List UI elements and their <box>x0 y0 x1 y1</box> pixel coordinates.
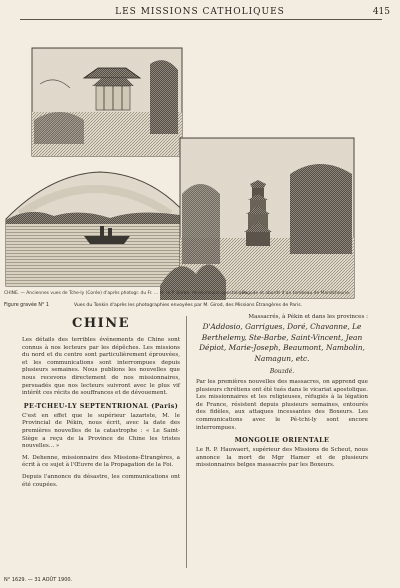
engraving-river <box>6 172 186 286</box>
engraving-pagoda <box>160 138 354 300</box>
issue-footer: N° 1629. — 31 AOÛT 1900. <box>4 577 73 583</box>
engraving-pavilion <box>32 48 182 156</box>
right-intro: Massacrés, à Pékin et dans les provinces : <box>248 314 368 320</box>
column-divider <box>186 316 187 568</box>
martyr-names: D'Addosio, Garrigues, Doré, Chavanne, Le Berthelemy, Ste-Barbe, Saint-Vincent, Jean Dépiot, Marie-Joseph, Beaumont, Nambolin, Namagun, etc. <box>199 322 365 363</box>
left-paragraph-2: C'est en effet que le supérieur lazariste, M. le Provincial de Pékin, nous écrit, avec la date des premières nouvelles de la catastrophe : « Le Saint-Siège a reçu de la Province de Chine les tristes nouvelles... » <box>22 412 180 450</box>
right-paragraph-2: Le R. P. Hauwaert, supérieur des Missions de Scheut, nous annonce la mort de Mgr Hamer et de plusieurs missionnaires belges massacrés par les Boxeurs. <box>196 447 368 469</box>
header-rule <box>20 19 382 20</box>
signoff: Bouzdé. <box>269 368 295 375</box>
right-paragraph-1: Par les premières nouvelles des massacres, on apprend que plusieurs chrétiens ont été tués dans le vicariat apostolique. Les missionnaires et les religieuses, réfugiés à la légation de France, résistent depuis plusieurs semaines, entourés des fidèles, aux attaques incessantes des Boxeurs. Les communications avec le Pé-tchi-ly sont encore interrompues. <box>196 379 368 431</box>
section-heading-chine: CHINE <box>71 316 130 331</box>
running-title: LES MISSIONS CATHOLIQUES <box>115 7 285 17</box>
left-subheading-1: PE-TCHEU-LY SEPTENTRIONAL (Paris) <box>23 401 179 410</box>
right-subheading-1: MONGOLIE ORIENTALE <box>234 436 330 445</box>
plate-credit-bar <box>0 303 400 310</box>
left-paragraph-1: Les détails des terribles événements de Chine sont connus à nos lecteurs par les dépêches. Les missions du nord et du centre sont particulièrement éprouvées, et les communications sont interrompues depuis plusieurs semaines. Nous publions les nouvelles que nous recevons directement de nos missionnaires, persuadés que nos lecteurs suivront avec le plus vif intérêt ces récits de souffrances et de dévouement. <box>22 337 180 397</box>
left-paragraph-3: M. Dehenne, missionnaire des Missions-Étrangères, a écrit à ce sujet à l'Œuvre de la Propagation de la Foi. <box>22 454 180 469</box>
right-column <box>196 314 368 474</box>
plate-caption-right: Pagode et abords d'un tombeau de Mandchourie. <box>242 291 351 296</box>
plate-credit-left: Figure gravée N° 1 <box>4 303 49 308</box>
left-paragraph-4: Depuis l'annonce du désastre, les communications ont été coupées. <box>22 473 180 488</box>
page-number: 415 <box>372 7 390 17</box>
plate-caption-left: CHINE. — Anciennes vues de Tche-ly (Corée) d'après photogr. du Fr. … M. le P. Baron, missionnaire apostolique. <box>4 291 249 296</box>
engraving-plate <box>0 24 400 320</box>
plate-credit-right: Vues du Tonkin d'après les photographies envoyées par M. Girod, des Missions Étrangères de Paris. <box>74 303 303 308</box>
left-column <box>22 314 180 493</box>
